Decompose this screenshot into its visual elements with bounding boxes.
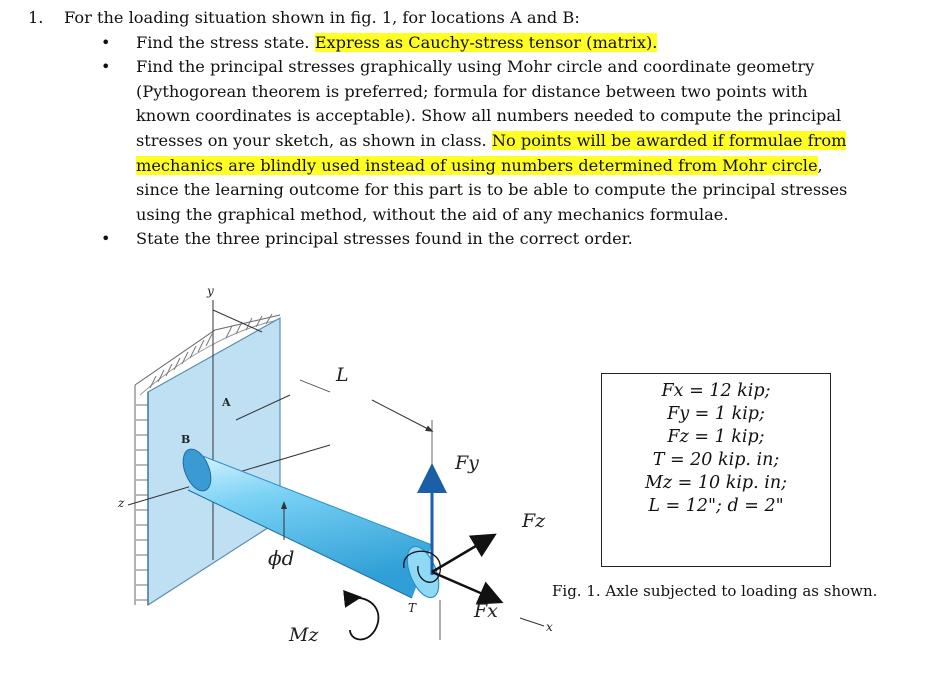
question-stem: For the loading situation shown in fig. 1, for locations A and B: xyxy=(64,8,580,27)
bullet-dot: • xyxy=(101,32,111,52)
bullet-dot: • xyxy=(101,229,111,249)
x-axis xyxy=(520,618,544,626)
given-fx: Fx = 12 kip; xyxy=(661,381,771,401)
label-a: A xyxy=(222,396,231,409)
moment-arrow xyxy=(350,598,378,640)
question-number: 1. xyxy=(28,8,44,27)
label-b: B xyxy=(181,433,191,446)
highlighted-text: Express as Cauchy-stress tensor (matrix). xyxy=(314,32,658,52)
label-z: z xyxy=(118,496,125,510)
given-mz: Mz = 10 kip. in; xyxy=(644,473,788,493)
label-x: x xyxy=(546,620,553,634)
given-fz: Fz = 1 kip; xyxy=(667,427,765,447)
highlighted-text: No points will be awarded if formulae from mechanics are blindly used instead of using numbers determined from Mohr circle xyxy=(136,130,847,175)
given-l-d: L = 12"; d = 2" xyxy=(648,496,784,516)
given-t: T = 20 kip. in; xyxy=(652,450,780,470)
given-values-box xyxy=(601,373,831,567)
fx-arrow xyxy=(432,572,492,598)
label-fy: Fy xyxy=(455,452,479,474)
given-fy: Fy = 1 kip; xyxy=(667,404,765,424)
label-fz: Fz xyxy=(522,510,546,532)
label-t: T xyxy=(408,601,417,615)
length-dimension xyxy=(372,400,430,430)
label-l: L xyxy=(336,364,349,386)
label-phi-d: ϕd xyxy=(268,546,295,570)
bullet-dot: • xyxy=(101,57,111,77)
label-mz: Mz xyxy=(289,624,319,646)
bullet-text: Find the principal stresses graphically using Mohr circle and coordinate geometry (Pythogorean theorem is preferred; formula for distance between two points with known coordinates is acceptable). Show all numbers needed to compute the principal stresses on your sketch, as shown in class. xyxy=(136,57,842,150)
label-fx: Fx xyxy=(474,600,498,622)
bullet-text: State the three principal stresses found in the correct order. xyxy=(136,229,633,249)
label-y: y xyxy=(207,284,214,298)
figure-caption: Fig. 1. Axle subjected to loading as shown. xyxy=(552,582,878,600)
bullet-text: , since the learning outcome for this part is to be able to compute the principal stresses using the graphical method, without the aid of any mechanics formulae. xyxy=(136,155,848,224)
bullet-text: Find the stress state. xyxy=(136,32,315,52)
